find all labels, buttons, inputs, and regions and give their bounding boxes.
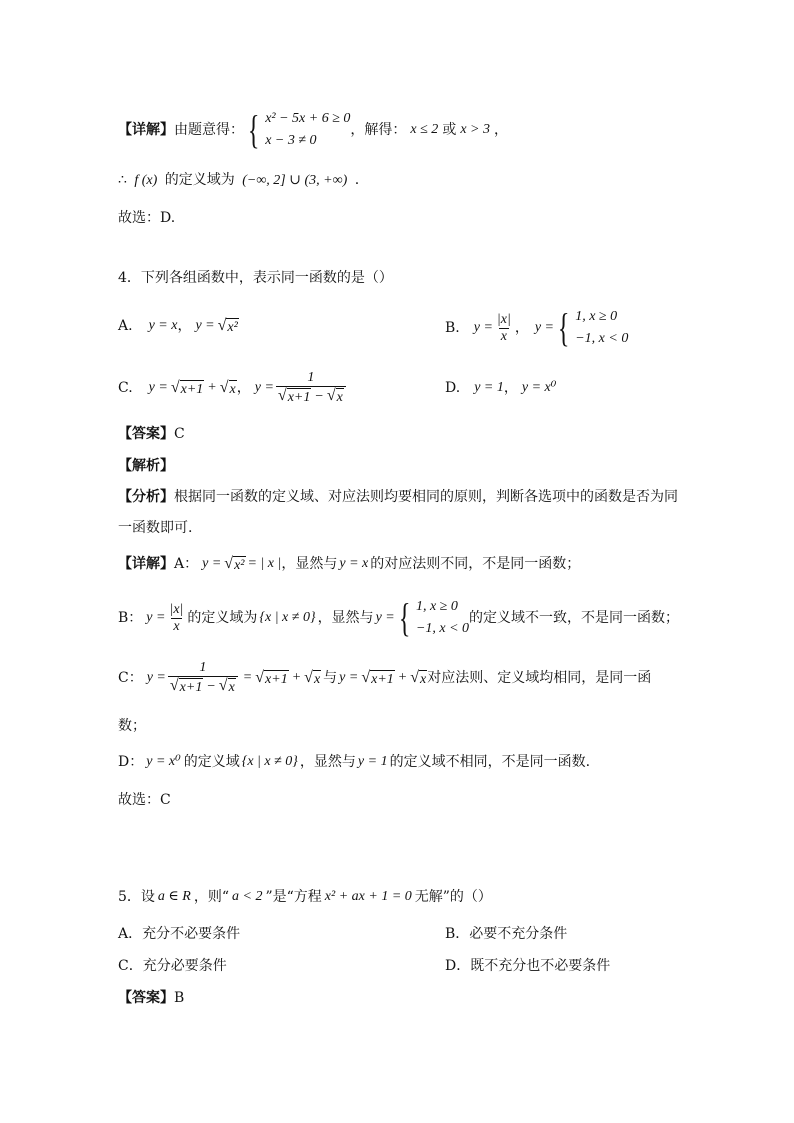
option-a	[118, 316, 239, 336]
question-5-title	[118, 887, 492, 907]
text: ，	[493, 122, 508, 138]
sqrt: √ x	[219, 378, 236, 397]
sqrt: √ x	[218, 677, 235, 695]
text: 的定义域为	[164, 172, 235, 188]
radicand: x+1	[371, 671, 394, 687]
q5-option-d: D．既不充分也不必要条件	[445, 958, 611, 974]
text: ，显然与	[299, 754, 356, 770]
set: {x | x ≠ 0}	[259, 610, 316, 625]
numerator: |x|	[496, 311, 511, 327]
math: +	[207, 380, 217, 395]
option-label: D.	[445, 380, 461, 396]
piece-row-1: 1, x ≥ 0	[575, 309, 618, 324]
option-label: B.	[445, 320, 460, 336]
text: 的定义域	[183, 754, 240, 770]
detail-line-1	[118, 108, 508, 152]
set: {x | x ≠ 0}	[241, 754, 298, 769]
math: y =	[254, 380, 274, 395]
math: y =	[202, 556, 222, 571]
math: y =	[146, 670, 166, 685]
therefore-symbol: ∴	[118, 172, 127, 188]
option-label: C.	[118, 380, 133, 396]
text: 5．设	[118, 889, 155, 905]
detail-label: 【详解】	[118, 556, 174, 572]
text: 的定义域不相同，不是同一函数.	[389, 754, 591, 770]
answer-value: B	[174, 990, 185, 1006]
text: ，	[236, 380, 251, 396]
piece-row-2: −1, x < 0	[575, 331, 629, 346]
math: y =	[148, 380, 168, 395]
sqrt: √ x+1	[169, 677, 203, 695]
text: 根据同一函数的定义域、对应法则均要相同的原则，判断各选项中的函数是否为同	[174, 489, 678, 505]
detail-d	[118, 752, 590, 772]
sqrt: √ x+1	[170, 378, 204, 397]
fenxi-line-2: 一函数即可.	[118, 520, 193, 536]
text: ”是“方程	[265, 889, 322, 905]
solution-2: x > 3	[460, 122, 490, 137]
math: = | x |	[247, 556, 282, 571]
fraction	[495, 312, 513, 345]
radicand: x	[228, 680, 235, 695]
math: y = x⁰	[146, 754, 181, 769]
question-4-title: 4．下列各组函数中，表示同一函数的是（）	[118, 270, 393, 286]
piece-row-1: 1, x ≥ 0	[415, 599, 458, 614]
radicand: x+1	[265, 671, 288, 687]
text: C：	[118, 670, 143, 686]
math: a ∈ R	[157, 889, 191, 904]
text: ，	[503, 380, 518, 396]
detail-c	[118, 660, 651, 696]
radicand: x	[313, 671, 321, 687]
piecewise: { 1, x ≥ 0 −1, x < 0	[398, 595, 470, 640]
text: ，解得：	[350, 122, 407, 138]
math: y =	[473, 320, 493, 335]
text: .	[354, 172, 360, 188]
text: ，显然与	[317, 610, 374, 626]
detail-c-cont: 数；	[118, 718, 146, 734]
math: =	[242, 670, 253, 685]
denominator	[168, 676, 238, 696]
piecewise: { 1, x ≥ 0 −1, x < 0	[557, 305, 629, 350]
detail-a	[118, 554, 580, 574]
answer-value: C	[174, 426, 185, 442]
denominator	[276, 386, 346, 406]
math: y =	[375, 610, 395, 625]
numerator: 1	[307, 370, 315, 385]
solution-1: x ≤ 2	[410, 122, 439, 137]
math: y =	[339, 670, 359, 685]
text: 的定义域不一致，不是同一函数；	[469, 610, 680, 626]
text: 的对应法则不同，不是同一函数；	[370, 556, 581, 572]
text: ，	[514, 320, 529, 336]
math: y = 1	[357, 754, 388, 769]
text: 对应法则、定义域均相同，是同一函	[427, 670, 652, 686]
text: A：	[174, 556, 199, 572]
detail-label: 【详解】	[118, 122, 174, 138]
math: y =	[534, 320, 555, 335]
q5-option-a: A．充分不必要条件	[118, 926, 241, 942]
sqrt: √ x²	[224, 554, 245, 573]
system-of-inequalities: { x² − 5x + 6 ≥ 0 x − 3 ≠ 0	[247, 107, 351, 152]
radicand: x	[420, 671, 427, 687]
choose-line-c: 故选：C	[118, 792, 171, 808]
radicand: x	[229, 381, 236, 397]
answer-label: 【答案】	[118, 426, 174, 442]
function-f: f (x)	[134, 173, 158, 188]
system-row-1: x² − 5x + 6 ≥ 0	[265, 111, 351, 126]
radicand: x²	[227, 319, 238, 335]
sqrt: √ x	[410, 668, 427, 687]
radicand: x+1	[180, 381, 204, 397]
text: 的定义域为	[187, 610, 258, 626]
text: 无解”的（）	[414, 889, 492, 905]
radicand: x+1	[287, 390, 311, 405]
math: y =	[195, 318, 215, 333]
denominator: x	[173, 618, 180, 634]
denominator: x	[500, 328, 507, 344]
math: y = x	[148, 318, 178, 333]
math: y = 1	[474, 380, 504, 395]
math: −	[206, 678, 216, 694]
fraction	[167, 602, 185, 635]
sqrt: √ x+1	[361, 668, 394, 687]
sqrt: √ x+1	[277, 387, 311, 405]
text: ，显然与	[281, 556, 338, 572]
option-d	[445, 378, 556, 398]
radicand: x+1	[179, 680, 203, 695]
system-row-2: x − 3 ≠ 0	[265, 133, 317, 148]
math: y =	[146, 610, 166, 625]
math: x² + ax + 1 = 0	[324, 889, 412, 904]
radicand: x²	[234, 557, 245, 573]
math: a < 2	[232, 889, 263, 904]
math: +	[291, 670, 302, 685]
option-b	[445, 306, 628, 350]
answer-label: 【答案】	[118, 990, 174, 1006]
q5-option-b: B．必要不充分条件	[445, 926, 568, 942]
answer-5	[118, 988, 184, 1008]
sqrt: √ x	[304, 668, 321, 687]
text: 由题意得：	[174, 122, 244, 138]
sqrt: √ x+1	[255, 668, 288, 687]
option-c	[118, 370, 348, 406]
analysis-label: 【解析】	[118, 458, 174, 474]
text: 与	[323, 670, 338, 686]
option-label: A.	[118, 318, 133, 334]
sqrt: √ x²	[217, 316, 238, 335]
text: ，则“	[193, 889, 230, 905]
piece-row-2: −1, x < 0	[415, 621, 470, 636]
fraction	[276, 370, 346, 406]
domain-line	[118, 170, 359, 191]
text: B：	[118, 610, 143, 626]
fenxi-label: 【分析】	[118, 489, 174, 505]
text: ，	[177, 318, 192, 334]
math: y = x⁰	[521, 380, 557, 395]
math: +	[397, 670, 408, 685]
text: 或	[442, 122, 457, 138]
fraction	[168, 660, 238, 696]
math: y = x	[339, 556, 369, 571]
domain-expression: (−∞, 2] ∪ (3, +∞)	[242, 173, 348, 188]
detail-b	[118, 596, 679, 640]
radicand: x	[336, 390, 343, 405]
text: D：	[118, 754, 144, 770]
answer-4	[118, 424, 185, 444]
q5-option-c: C．充分必要条件	[118, 958, 227, 974]
sqrt: √ x	[326, 387, 343, 405]
numerator: 1	[199, 660, 207, 675]
fenxi-line-1	[118, 487, 678, 507]
numerator: |x|	[169, 601, 184, 617]
math: −	[314, 388, 324, 404]
choose-line-d: 故选：D.	[118, 210, 176, 226]
